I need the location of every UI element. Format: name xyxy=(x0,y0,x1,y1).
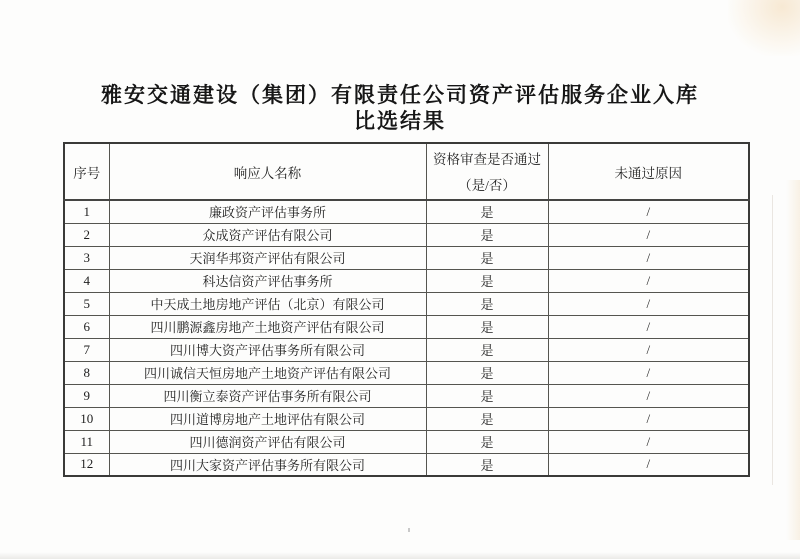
respondent-name-cell: 众成资产评估有限公司 xyxy=(109,223,426,246)
respondent-name-cell: 四川大家资产评估事务所有限公司 xyxy=(109,453,426,476)
row-number-cell: 8 xyxy=(64,361,109,384)
row-number-cell: 10 xyxy=(64,407,109,430)
respondent-name-cell: 四川道博房地产土地评估有限公司 xyxy=(109,407,426,430)
fail-reason-cell: / xyxy=(548,315,749,338)
respondent-name-cell: 天润华邦资产评估有限公司 xyxy=(109,246,426,269)
table-row xyxy=(64,246,749,269)
qualification-passed-cell: 是 xyxy=(426,430,548,453)
fail-reason-cell: / xyxy=(548,407,749,430)
table-row xyxy=(64,338,749,361)
table-row xyxy=(64,430,749,453)
qualification-passed-cell: 是 xyxy=(426,453,548,476)
table-row xyxy=(64,269,749,292)
respondent-name-cell: 四川鹏源鑫房地产土地资产评估有限公司 xyxy=(109,315,426,338)
table-row xyxy=(64,223,749,246)
scan-speck xyxy=(408,528,410,532)
document-title xyxy=(0,82,800,134)
row-number-cell: 6 xyxy=(64,315,109,338)
fail-reason-cell: / xyxy=(548,200,749,223)
fail-reason-cell: / xyxy=(548,223,749,246)
selection-result-table xyxy=(63,142,750,477)
respondent-name-cell: 廉政资产评估事务所 xyxy=(109,200,426,223)
header-fail-reason: 未通过原因 xyxy=(548,143,749,200)
table-header-row xyxy=(64,143,749,200)
row-number-cell: 9 xyxy=(64,384,109,407)
fail-reason-cell: / xyxy=(548,292,749,315)
table-header xyxy=(64,143,749,200)
row-number-cell: 7 xyxy=(64,338,109,361)
fail-reason-cell: / xyxy=(548,338,749,361)
fail-reason-cell: / xyxy=(548,361,749,384)
qualification-passed-cell: 是 xyxy=(426,315,548,338)
scan-stain-right-edge xyxy=(786,180,800,540)
respondent-name-cell: 科达信资产评估事务所 xyxy=(109,269,426,292)
scan-edge-shadow xyxy=(0,552,800,559)
fail-reason-cell: / xyxy=(548,269,749,292)
table-row xyxy=(64,315,749,338)
table-row xyxy=(64,384,749,407)
row-number-cell: 1 xyxy=(64,200,109,223)
qualification-passed-cell: 是 xyxy=(426,407,548,430)
table-row xyxy=(64,292,749,315)
qualification-passed-cell: 是 xyxy=(426,292,548,315)
respondent-name-cell: 四川诚信天恒房地产土地资产评估有限公司 xyxy=(109,361,426,384)
scan-artifact-line xyxy=(772,195,773,485)
document-title-line2: 比选结果 xyxy=(354,109,446,133)
row-number-cell: 4 xyxy=(64,269,109,292)
row-number-cell: 11 xyxy=(64,430,109,453)
fail-reason-cell: / xyxy=(548,246,749,269)
qualification-passed-cell: 是 xyxy=(426,338,548,361)
qualification-passed-cell: 是 xyxy=(426,384,548,407)
fail-reason-cell: / xyxy=(548,453,749,476)
respondent-name-cell: 中天成土地房地产评估（北京）有限公司 xyxy=(109,292,426,315)
table-row xyxy=(64,407,749,430)
row-number-cell: 12 xyxy=(64,453,109,476)
table-row xyxy=(64,361,749,384)
header-respondent-name: 响应人名称 xyxy=(109,143,426,200)
qualification-passed-cell: 是 xyxy=(426,361,548,384)
fail-reason-cell: / xyxy=(548,384,749,407)
row-number-cell: 3 xyxy=(64,246,109,269)
row-number-cell: 2 xyxy=(64,223,109,246)
document-title-line1: 雅安交通建设（集团）有限责任公司资产评估服务企业入库 xyxy=(101,83,699,107)
row-number-cell: 5 xyxy=(64,292,109,315)
table-body xyxy=(64,200,749,476)
table-row xyxy=(64,200,749,223)
scan-stain-top-right xyxy=(728,0,800,56)
header-qualification-line1: 资格审查是否通过 xyxy=(433,151,541,167)
qualification-passed-cell: 是 xyxy=(426,246,548,269)
respondent-name-cell: 四川德润资产评估有限公司 xyxy=(109,430,426,453)
header-qualification-review xyxy=(426,143,548,200)
header-serial-number: 序号 xyxy=(64,143,109,200)
qualification-passed-cell: 是 xyxy=(426,223,548,246)
qualification-passed-cell: 是 xyxy=(426,200,548,223)
table-row xyxy=(64,453,749,476)
qualification-passed-cell: 是 xyxy=(426,269,548,292)
respondent-name-cell: 四川博大资产评估事务所有限公司 xyxy=(109,338,426,361)
respondent-name-cell: 四川衡立泰资产评估事务所有限公司 xyxy=(109,384,426,407)
fail-reason-cell: / xyxy=(548,430,749,453)
header-qualification-line2: （是/否） xyxy=(458,177,516,193)
